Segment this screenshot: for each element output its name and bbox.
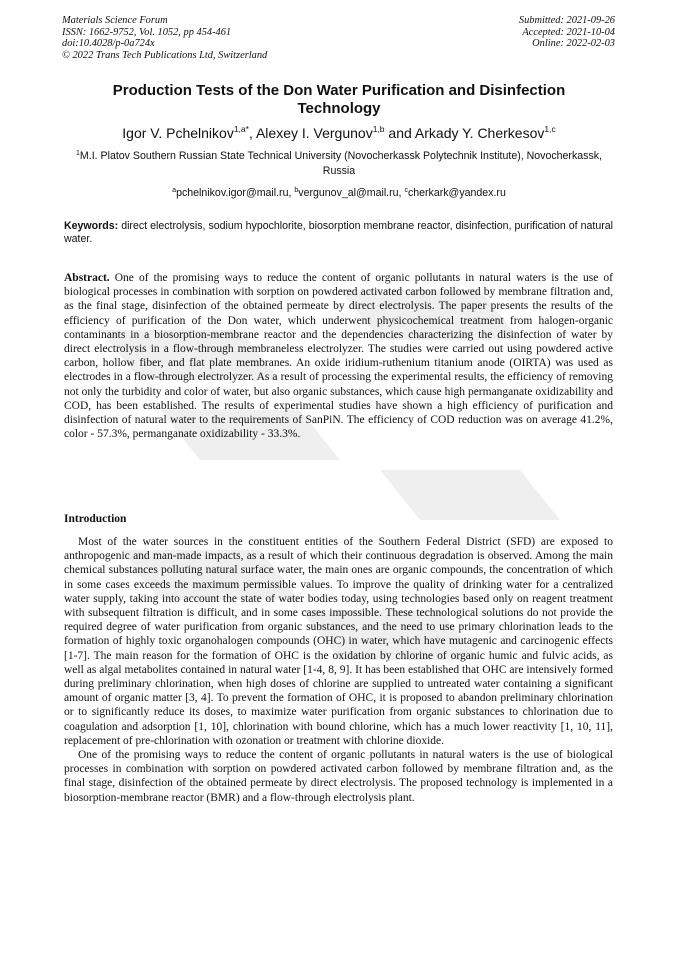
email-mark: c xyxy=(404,187,408,194)
email-mark: a xyxy=(172,187,177,194)
issn-volume-pages: ISSN: 1662-9752, Vol. 1052, pp 454-461 xyxy=(62,26,232,38)
keywords-text: direct electrolysis, sodium hypochlorite, biosorption membrane reactor, disinfection, purification of natural water. xyxy=(64,220,613,245)
online-date: Online: 2022-02-03 xyxy=(532,38,615,50)
paragraph: Most of the water sources in the constituent entities of the Southern Federal District (SFD) are exposed to anthropogenic and man-made impacts, as a result of which their continuous degradation is observed. Among the main chemical substances polluting natural surface water, the main ones are organic compounds, the concentration of which in some cases exceeds the maximum permissible values. To improve the quality of drinking water for a centralized water supply, taking into account the state of water bodies today, using technologies based only on reagent treatment with subsequent filtration is difficult, and in some cases impossible. These technological solutions do not provide the required degree of water purification from organic substances, and the need to use primary chlorination leads to the formation of highly toxic organohalogen compounds (OHC) in water, which have mutagenic and carcinogenic effects [1-7]. The main reason for the formation of OHC is the oxidation by chlorine of organic humic and fulvic acids, as well as algal metabolites contained in natural water [1-4, 8, 9]. It has been established that OHC are intensively formed during preliminary chlorination, when high doses of chlorine are supplied to untreated water containing a significant amount of organic matter [3, 4]. To prevent the formation of OHC, it is proposed to abandon preliminary chlorination or to significantly reduce its doses, to maximize water purification from organic substances to chlorination due to coagulation and adsorption [1, 10], chlorination with bound chlorine, which has a much lower reactivity [1, 10, 11], replacement of pre-chlorination with ozonation or treatment with chlorine dioxide. xyxy=(64,536,613,747)
author-name: Igor V. Pchelnikov xyxy=(122,125,234,141)
affiliation xyxy=(70,149,608,179)
email-mark: b xyxy=(294,187,299,194)
author-affiliation-mark: 1,c xyxy=(544,124,556,134)
section-heading-introduction: Introduction xyxy=(64,513,127,525)
author-affiliation-mark: 1,b xyxy=(372,124,385,134)
abstract-text: One of the promising ways to reduce the content of organic pollutants in natural waters is the use of biological processes in combination with sorption on powdered activated carbon followed by membrane filtration and, as the final stage, disinfection of the obtained permeate by direct electrolysis. The paper presents the results of the efficiency of purification of the Don water, which underwent physicochemical treatment from halogen-organic contaminants in a biosorption-membrane reactor and the dependencies characterizing the disinfection of water by direct electrolysis in a flow-through membraneless electrolyzer. The studies were carried out using powdered active carbon, hollow fiber, and flat plate membranes. An oxide iridium-ruthenium titanium anode (OIRTA) was used as electrodes in a flow-through electrolyzer. As a result of processing the experimental results, the efficiency of removing not only the turbidity and color of water, but also organic substances, which cause high permanganate oxidizability and COD, has been established. The results of experimental studies have shown a high efficiency of purification and disinfection of natural water to the requirements of SanPiN. The efficiency of COD reduction was on average 41.2%, color - 57.3%, permanganate oxidizability - 33.3%. xyxy=(64,272,613,441)
author-separator: , xyxy=(248,125,256,141)
author-affiliation-mark: 1,a* xyxy=(233,124,249,134)
doi: doi:10.4028/p-0a724x xyxy=(62,38,155,50)
paper-title: Production Tests of the Don Water Purification and Disinfection Technology xyxy=(112,82,566,117)
email-link[interactable]: pchelnikov.igor@mail.ru xyxy=(176,187,289,199)
author-name: Alexey I. Vergunov xyxy=(255,125,373,141)
author-list xyxy=(20,124,658,142)
accepted-date: Accepted: 2021-10-04 xyxy=(522,26,615,38)
keywords xyxy=(64,220,613,246)
affiliation-mark: 1 xyxy=(76,150,80,157)
journal-header xyxy=(62,15,267,61)
email-link[interactable]: vergunov_al@mail.ru xyxy=(298,187,399,199)
email-link[interactable]: cherkark@yandex.ru xyxy=(407,187,506,199)
affiliation-text: M.I. Platov Southern Russian State Technical University (Novocherkassk Polytechnik Institute), Novocherkassk, Russia xyxy=(79,150,602,177)
abstract-label: Abstract. xyxy=(64,272,110,284)
journal-name: Materials Science Forum xyxy=(62,15,168,26)
copyright: © 2022 Trans Tech Publications Ltd, Switzerland xyxy=(62,49,268,61)
email-separator: , xyxy=(288,187,295,199)
email-separator: , xyxy=(398,187,405,199)
introduction-body xyxy=(64,535,613,805)
author-emails xyxy=(20,186,658,200)
author-and: and xyxy=(384,125,415,141)
abstract xyxy=(64,271,613,441)
paragraph: One of the promising ways to reduce the content of organic pollutants in natural waters is the use of biological processes in combination with sorption on powdered activated carbon followed by membrane filtration and, as the final stage, disinfection of the obtained permeate by direct electrolysis. The proposed technology is implemented in a biosorption-membrane reactor (BMR) and a flow-through electrolysis plant. xyxy=(64,749,613,804)
keywords-label: Keywords: xyxy=(64,220,119,232)
submitted-date: Submitted: 2021-09-26 xyxy=(518,15,615,26)
dates-header xyxy=(519,15,615,50)
author-name: Arkady Y. Cherkesov xyxy=(414,125,545,141)
